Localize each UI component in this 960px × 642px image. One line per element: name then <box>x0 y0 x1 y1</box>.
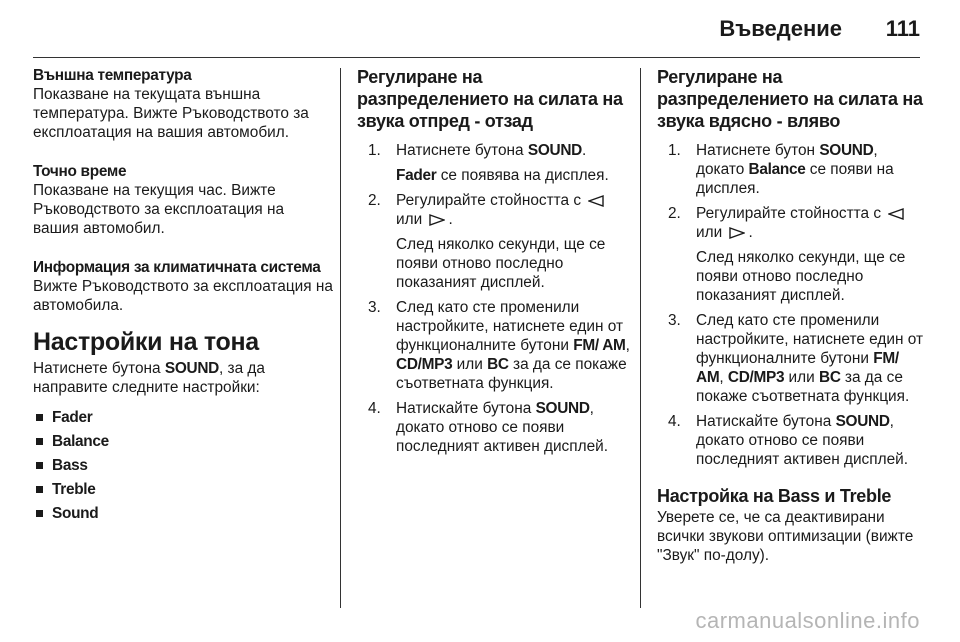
exact-time-text: Показване на текущия час. Вижте Ръководството за експлоатация на вашия автомобил. <box>33 182 285 237</box>
climate-info-text: Вижте Ръководството за експлоатация на автомобила. <box>33 278 333 314</box>
bullet-square-icon <box>36 414 43 421</box>
step-text: След няколко секунди, ще се появи отново последно показаният дисплей. <box>696 249 906 304</box>
column-middle <box>357 66 635 462</box>
left-right-heading: Регулиране на разпределението на силата на звука вдясно - вляво <box>657 67 923 131</box>
step-text: Натискайте бутона <box>696 413 836 430</box>
list-item-label: Balance <box>52 432 109 450</box>
sound-key-label: SOUND <box>164 360 219 377</box>
step-text: Натискайте бутона <box>396 400 536 417</box>
sound-key-label: SOUND <box>527 142 582 159</box>
climate-info-section <box>33 258 333 315</box>
tone-options-list <box>33 405 333 525</box>
triangle-left-icon <box>888 208 904 220</box>
watermark: carmanualsonline.info <box>695 608 920 633</box>
sound-key-label: SOUND <box>535 400 590 417</box>
outside-temp-text: Показване на текущата външна температура. Вижте Ръководството за експлоатация на вашия автомобил. <box>33 86 309 141</box>
bc-key-label: BC <box>487 356 509 373</box>
list-item-label: Bass <box>52 456 88 474</box>
step-item: 2. Регулирайте стойността с или . След няколко секунди, ще се появи отново последно показаният дисплей. <box>357 191 635 292</box>
list-item <box>33 453 333 477</box>
step-text: Натиснете бутон <box>696 142 820 159</box>
step-number: 1. <box>668 142 681 159</box>
climate-info-heading: Информация за климатичната система <box>33 259 321 276</box>
bullet-square-icon <box>36 438 43 445</box>
step-number: 3. <box>368 299 381 316</box>
step-text: или <box>452 356 488 373</box>
step-text: или <box>784 369 819 386</box>
header-rule <box>33 57 920 58</box>
step-item <box>657 412 925 469</box>
bullet-square-icon <box>36 486 43 493</box>
step-number: 1. <box>368 142 381 159</box>
step-item: 2. Регулирайте стойността с или . След няколко секунди, ще се появи отново последно показаният дисплей. <box>657 204 925 305</box>
step-text: Натиснете бутона <box>396 142 528 159</box>
step-number: 2. <box>668 205 681 222</box>
triangle-right-icon <box>729 227 745 239</box>
step-item <box>657 311 925 406</box>
left-right-steps <box>657 141 925 469</box>
step-text: Регулирайте стойността с <box>696 205 886 222</box>
front-rear-heading: Регулиране на разпределението на силата на звука отпред - отзад <box>357 67 623 131</box>
step-text: или <box>696 224 727 241</box>
column-divider-2 <box>640 68 641 608</box>
outside-temp-heading: Външна температура <box>33 67 192 84</box>
step-item <box>657 141 925 198</box>
bullet-square-icon <box>36 510 43 517</box>
step-number: 2. <box>368 192 381 209</box>
step-number: 4. <box>368 400 381 417</box>
step-text: След няколко секунди, ще се появи отново последно показаният дисплей. <box>396 236 606 291</box>
step-text: . <box>581 142 587 159</box>
step-item <box>357 298 635 393</box>
sound-key-label: SOUND <box>819 142 874 159</box>
step-text: или <box>396 211 427 228</box>
bullet-square-icon <box>36 462 43 469</box>
column-left <box>33 66 333 525</box>
step-number: 3. <box>668 312 681 329</box>
triangle-right-icon <box>429 214 445 226</box>
step-item <box>357 399 635 456</box>
list-item-label: Treble <box>52 480 96 498</box>
list-item <box>33 501 333 525</box>
outside-temp-section <box>33 66 333 142</box>
list-item-label: Fader <box>52 408 93 426</box>
step-text: се появи на дисплея. <box>696 161 894 197</box>
fader-label: Fader <box>396 167 437 184</box>
step-text: След като сте променили настройките, натиснете един от функционалните бутони <box>396 299 624 354</box>
list-item <box>33 429 333 453</box>
fm-am-key-label: FM/ AM <box>696 350 899 386</box>
tone-settings-intro <box>33 359 333 397</box>
step-text: , докато отново се появи последният активен дисплей. <box>396 400 608 455</box>
step-text: , докато <box>696 142 878 178</box>
page-header <box>0 0 960 60</box>
exact-time-heading: Точно време <box>33 163 127 180</box>
step-text: , докато отново се появи последният активен дисплей. <box>696 413 908 468</box>
list-item-label: Sound <box>52 504 99 522</box>
fm-am-key-label: FM/ AM <box>573 337 626 354</box>
step-text: Регулирайте стойността с <box>396 192 586 209</box>
list-item <box>33 477 333 501</box>
cd-mp3-key-label: CD/MP3 <box>396 356 453 373</box>
step-text: , <box>719 369 728 386</box>
bass-treble-heading: Настройка на Bass и Treble <box>657 486 892 506</box>
exact-time-section <box>33 162 333 238</box>
step-number: 4. <box>668 413 681 430</box>
sound-key-label: SOUND <box>835 413 890 430</box>
bass-treble-text: Уверете се, че са деактивирани всички звукови оптимизации (вижте "Звук" по-долу). <box>657 509 914 564</box>
tone-intro-text-end: , за да направите следните настройки: <box>33 360 265 396</box>
column-right <box>657 66 925 565</box>
tone-settings-heading: Настройки на тона <box>33 328 259 356</box>
step-text: След като сте променили настройките, натиснете един от функционалните бутони <box>696 312 924 367</box>
balance-label: Balance <box>748 161 806 178</box>
step-text: за да се покаже съответната функция. <box>696 369 910 405</box>
bc-key-label: BC <box>819 369 841 386</box>
step-item <box>357 141 635 185</box>
step-text: , <box>625 337 630 354</box>
front-rear-steps <box>357 141 635 456</box>
step-text: се появява на дисплея. <box>436 167 609 184</box>
column-divider-1 <box>340 68 341 608</box>
cd-mp3-key-label: CD/MP3 <box>727 369 785 386</box>
page-title: Въведение <box>719 16 842 41</box>
step-text: за да се покаже съответната функция. <box>396 356 627 392</box>
triangle-left-icon <box>588 195 604 207</box>
list-item <box>33 405 333 429</box>
page-number: 111 <box>885 16 920 41</box>
tone-intro-text: Натиснете бутона <box>33 360 165 377</box>
